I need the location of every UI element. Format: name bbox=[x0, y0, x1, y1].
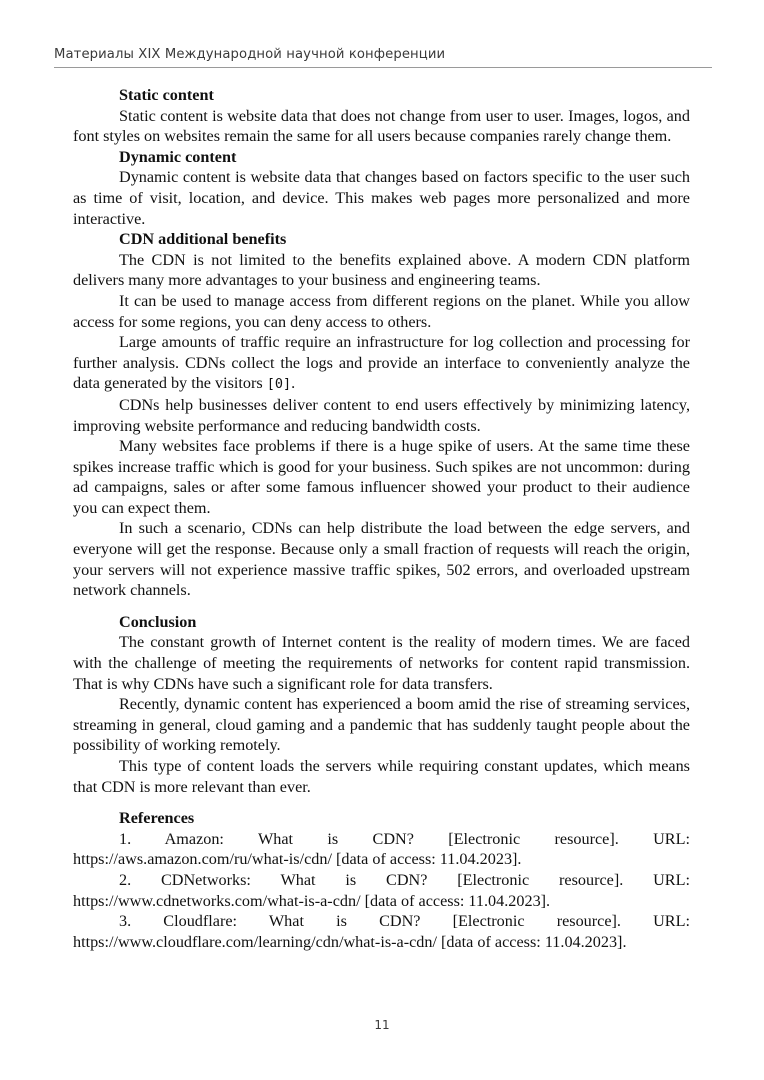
paragraph: Many websites face problems if there is a huge spike of users. At the same time these spikes increase traffic which is good for your business. Such spikes are not uncommon: during ad campaigns, sales or after some famous influencer showed your product to their audience you can expect them. bbox=[73, 437, 690, 517]
reference-item: 1. Amazon: What is CDN? [Electronic resource]. URL: https://aws.amazon.com/ru/what-is/cdn/ [data of access: 11.04.2023]. bbox=[73, 829, 690, 869]
running-head: Материалы XIX Международной научной конференции bbox=[54, 47, 446, 62]
reference-item: 2. CDNetworks: What is CDN? [Electronic resource]. URL: https://www.cdnetworks.com/what-is-a-cdn/ [data of access: 11.04.2023]. bbox=[73, 870, 690, 910]
paragraph: It can be used to manage access from different regions on the planet. While you allow access for some regions, you can deny access to others. bbox=[73, 291, 690, 331]
paragraph-with-citation bbox=[73, 332, 690, 395]
paragraph: The CDN is not limited to the benefits explained above. A modern CDN platform delivers many more advantages to your business and engineering teams. bbox=[73, 250, 690, 290]
paragraph: CDNs help businesses deliver content to end users effectively by minimizing latency, improving website performance and reducing bandwidth costs. bbox=[73, 395, 690, 435]
section-heading-conclusion: Conclusion bbox=[119, 612, 197, 631]
section-heading-cdn-benefits: CDN additional benefits bbox=[119, 230, 287, 249]
section-spacer bbox=[73, 601, 690, 612]
citation-marker: [0] bbox=[266, 376, 292, 393]
section-heading-static: Static content bbox=[119, 86, 214, 104]
paragraph: Static content is website data that does not change from user to user. Images, logos, and font styles on websites remain the same for all users because companies rarely change them. bbox=[73, 106, 690, 146]
paragraph-end: . bbox=[291, 374, 296, 393]
paragraph: The constant growth of Internet content is the reality of modern times. We are faced with the challenge of meeting the requirements of networks for content rapid transmission. That is why CDNs have such a significant role for data transfers. bbox=[73, 633, 690, 693]
section-spacer bbox=[73, 797, 690, 808]
article-body bbox=[73, 85, 690, 952]
paragraph: Recently, dynamic content has experienced a boom amid the rise of streaming services, streaming in general, cloud gaming and a pandemic that has suddenly taught people about the possibility of working remotely. bbox=[73, 695, 690, 755]
paragraph: This type of content loads the servers while requiring constant updates, which means that CDN is more relevant than ever. bbox=[73, 757, 690, 796]
paragraph-text: Large amounts of traffic require an infrastructure for log collection and processing for further analysis. CDNs collect the logs and provide an interface to conveniently analyze the data generated by the visitors bbox=[73, 333, 690, 393]
page-number: 11 bbox=[374, 1018, 390, 1032]
header-divider bbox=[54, 67, 712, 68]
section-heading-dynamic: Dynamic content bbox=[119, 147, 237, 166]
paragraph: Dynamic content is website data that changes based on factors specific to the user such as time of visit, location, and device. This makes web pages more personalized and more interactive. bbox=[73, 168, 690, 228]
paragraph: In such a scenario, CDNs can help distribute the load between the edge servers, and everyone will get the response. Because only a small fraction of requests will reach the origin, your servers will not experience massive traffic spikes, 502 errors, and overloaded upstream network channels. bbox=[73, 519, 690, 600]
references-heading: References bbox=[119, 809, 195, 828]
reference-item: 3. Cloudflare: What is CDN? [Electronic resource]. URL: https://www.cloudflare.com/learning/cdn/what-is-a-cdn/ [data of access: 11.04.2023]. bbox=[73, 912, 690, 951]
